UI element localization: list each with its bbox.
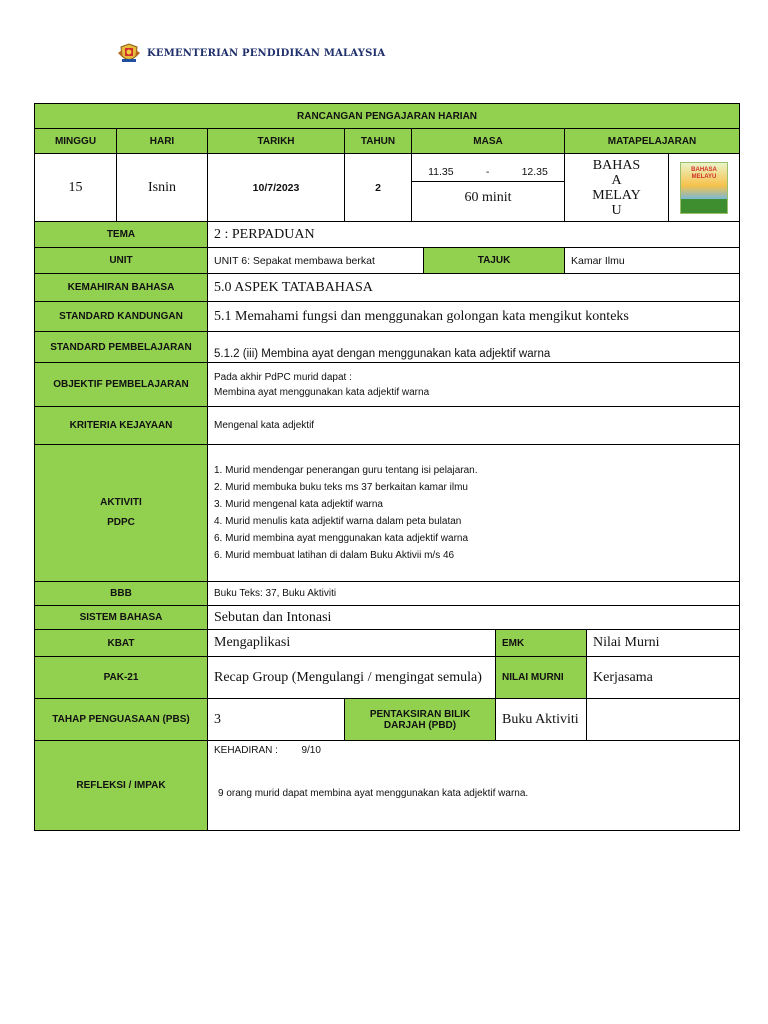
col-header-tahun: TAHUN [345,129,412,154]
standard-kandungan-value: 5.1 Memahami fungsi dan menggunakan golongan kata mengikut konteks [208,302,740,332]
tajuk-value: Kamar Ilmu [565,248,740,274]
label-unit: UNIT [35,248,208,274]
tarikh-value: 10/7/2023 [208,154,345,222]
subject-book-cell [669,154,740,222]
label-aktiviti-line2: PDPC [107,517,135,528]
col-header-tarikh: TARIKH [208,129,345,154]
label-emk: EMK [496,630,587,657]
col-header-minggu: MINGGU [35,129,117,154]
masa-cell [412,154,565,222]
ministry-header [117,40,385,66]
label-pentaksiran-bilik-darjah: PENTAKSIRAN BILIK DARJAH (PBD) [345,699,496,741]
label-sistem-bahasa: SISTEM BAHASA [35,606,208,630]
standard-pembelajaran-value: 5.1.2 (iii) Membina ayat dengan menggunakan kata adjektif warna [208,332,740,363]
list-item: 6. Murid membuat latihan di dalam Buku Aktivii m/s 46 [214,550,455,561]
masa-start: 11.35 [428,166,454,178]
list-item: 3. Murid mengenal kata adjektif warna [214,499,383,510]
tema-value: 2 : PERPADUAN [208,222,740,248]
refleksi-cell [208,741,740,831]
pbd-value: Buku Aktiviti [496,699,587,741]
label-standard-pembelajaran: STANDARD PEMBELAJARAN [35,332,208,363]
daily-lesson-plan-table [34,103,740,831]
bbb-value: Buku Teks: 37, Buku Aktiviti [208,582,740,606]
masa-dash: - [485,166,490,178]
textbook-cover-title: BAHASA MELAYU [691,166,717,180]
subject-line: MELAY [592,187,641,203]
objektif-cell [208,363,740,407]
subject-line: BAHAS [592,157,641,173]
objektif-text: Membina ayat menggunakan kata adjektif warna [214,386,430,398]
list-item: 4. Murid menulis kata adjektif warna dalam peta bulatan [214,516,462,527]
list-item: 2. Murid membuka buku teks ms 37 berkaitan kamar ilmu [214,482,468,493]
label-aktiviti-line1: AKTIVITI [100,497,142,508]
unit-value: UNIT 6: Sepakat membawa berkat [208,248,424,274]
objektif-intro: Pada akhir PdPC murid dapat : [214,371,352,383]
nilai-murni-value: Kerjasama [587,657,740,699]
kehadiran-line [214,745,733,756]
kemahiran-bahasa-value: 5.0 ASPEK TATABAHASA [208,274,740,302]
sistem-bahasa-value: Sebutan dan Intonasi [208,606,740,630]
col-header-matapelajaran: MATAPELAJARAN [565,129,740,154]
col-header-hari: HARI [117,129,208,154]
label-tajuk: TAJUK [424,248,565,274]
label-pak21: PAK-21 [35,657,208,699]
malaysia-crest-icon [117,41,141,65]
kbat-value: Mengaplikasi [208,630,496,657]
subject-line: A [611,172,622,188]
minggu-value: 15 [35,154,117,222]
masa-end: 12.35 [521,166,548,178]
label-kbat: KBAT [35,630,208,657]
masa-time-range [412,163,564,182]
tahap-penguasaan-value: 3 [208,699,345,741]
kehadiran-label: KEHADIRAN : [214,745,278,756]
label-nilai-murni: NILAI MURNI [496,657,587,699]
label-kriteria-kejayaan: KRITERIA KEJAYAAN [35,407,208,445]
label-kemahiran-bahasa: KEMAHIRAN BAHASA [35,274,208,302]
label-objektif-pembelajaran: OBJEKTIF PEMBELAJARAN [35,363,208,407]
label-standard-kandungan: STANDARD KANDUNGAN [35,302,208,332]
col-header-masa: MASA [412,129,565,154]
hari-value: Isnin [117,154,208,222]
emk-value: Nilai Murni [587,630,740,657]
pbd-empty-cell [587,699,740,741]
tahun-value: 2 [345,154,412,222]
label-tema: TEMA [35,222,208,248]
textbook-cover-image [680,162,728,214]
list-item: 1. Murid mendengar penerangan guru tentang isi pelajaran. [214,465,478,476]
kehadiran-value: 9/10 [301,745,321,756]
pak21-value: Recap Group (Mengulangi / mengingat semula) [208,657,496,699]
subject-line: U [611,202,622,218]
refleksi-text: 9 orang murid dapat membina ayat menggunakan kata adjektif warna. [218,788,529,799]
label-aktiviti [35,445,208,582]
label-refleksi-impak: REFLEKSI / IMPAK [35,741,208,831]
kriteria-kejayaan-value: Mengenal kata adjektif [208,407,740,445]
subject-name [565,154,669,222]
ministry-name: KEMENTERIAN PENDIDIKAN MALAYSIA [147,47,386,59]
list-item: 6. Murid membina ayat menggunakan kata adjektif warna [214,533,469,544]
aktiviti-list [208,445,740,582]
label-bbb: BBB [35,582,208,606]
masa-duration: 60 minit [464,190,512,205]
label-tahap-penguasaan: TAHAP PENGUASAAN (PBS) [35,699,208,741]
plan-title: RANCANGAN PENGAJARAN HARIAN [35,104,740,129]
